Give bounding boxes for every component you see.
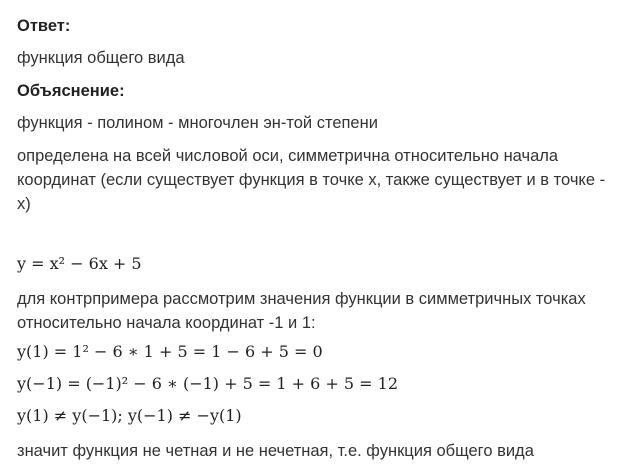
explanation-line: функция - полином - многочлен эн-той степени xyxy=(17,114,378,132)
explanation-heading: Объяснение: xyxy=(17,82,125,100)
answer-text: функция общего вида xyxy=(17,49,185,67)
explanation-paragraph: определена на всей числовой оси, симметрична относительно начала координат (если существует функция в точке x, также существует и в точке -x) xyxy=(17,147,606,213)
inequality-line: y(1) ≠ y(−1); y(−1) ≠ −y(1) xyxy=(17,406,242,425)
main-formula: y = x² − 6x + 5 xyxy=(17,254,142,273)
solution-content xyxy=(17,0,612,476)
equation-y-minus-1: y(−1) = (−1)² − 6 ∗ (−1) + 5 = 1 + 6 + 5 = 12 xyxy=(17,374,399,393)
counterexample-paragraph: для контрпримера рассмотрим значения функции в симметричных точках относительно начала координат -1 и 1: xyxy=(17,290,586,332)
conclusion-text: значит функция не четная и не нечетная, т.е. функция общего вида xyxy=(17,442,534,460)
answer-heading: Ответ: xyxy=(17,17,71,35)
equation-y-1: y(1) = 1² − 6 ∗ 1 + 5 = 1 − 6 + 5 = 0 xyxy=(17,342,323,361)
